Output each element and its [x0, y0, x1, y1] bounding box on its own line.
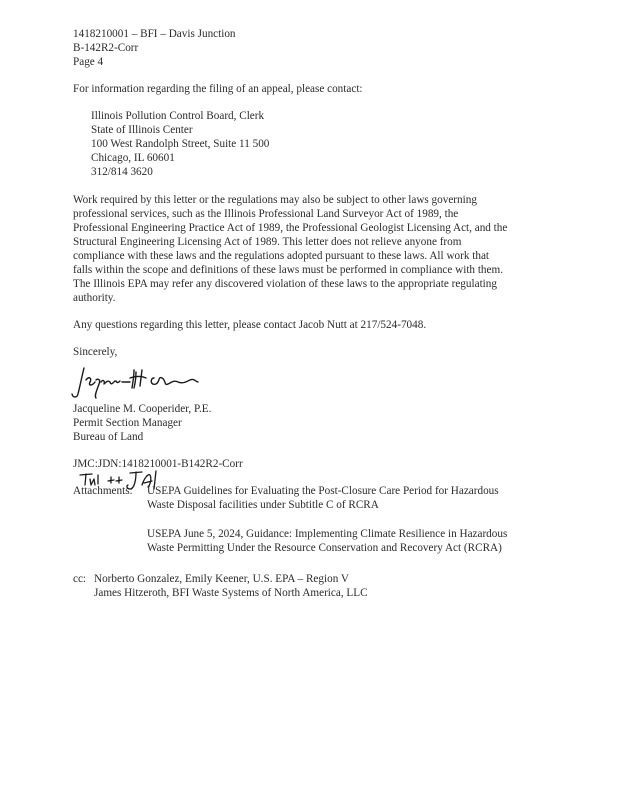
handwritten-signature: [70, 364, 230, 402]
cc-recipient-line-2: James Hitzeroth, BFI Waste Systems of North America, LLC: [94, 587, 368, 599]
signer-name: Jacqueline M. Cooperider, P.E.: [73, 403, 212, 415]
header-site-id: 1418210001 – BFI – Davis Junction: [73, 28, 236, 40]
attachments-label: Attachments:: [73, 485, 133, 497]
work-paragraph-line: Structural Engineering Licensing Act of 1989. This letter does not relieve anyone from: [73, 236, 462, 248]
reference-initials: JMC:JDN:1418210001-B142R2-Corr: [73, 458, 243, 470]
header-document-id: B-142R2-Corr: [73, 42, 139, 54]
contact-phone: 312/814 3620: [91, 166, 153, 178]
attachment-item-2-line-1: USEPA June 5, 2024, Guidance: Implementing Climate Resilience in Hazardous: [147, 528, 508, 540]
appeal-intro: For information regarding the filing of an appeal, please contact:: [73, 83, 363, 95]
attachment-item-1-line-2: Waste Disposal facilities under Subtitle C of RCRA: [147, 499, 379, 511]
signer-bureau: Bureau of Land: [73, 431, 144, 443]
work-paragraph: [73, 193, 553, 305]
cc-recipients: [94, 572, 368, 600]
contact-building: State of Illinois Center: [91, 124, 193, 136]
attachment-item-1: [147, 484, 499, 512]
questions-line: Any questions regarding this letter, please contact Jacob Nutt at 217/524-7048.: [73, 319, 427, 331]
work-paragraph-line: The Illinois EPA may refer any discovered violation of these laws to the appropriate regulating: [73, 278, 497, 290]
contact-name: Illinois Pollution Control Board, Clerk: [91, 110, 265, 122]
work-paragraph-line: professional services, such as the Illinois Professional Land Surveyor Act of 1989, the: [73, 208, 459, 220]
header-page-number: Page 4: [73, 56, 104, 68]
closing: Sincerely,: [73, 346, 118, 358]
contact-street: 100 West Randolph Street, Suite 11 500: [91, 138, 270, 150]
cc-recipient-line-1: Norberto Gonzalez, Emily Keener, U.S. EPA – Region V: [94, 573, 349, 585]
work-paragraph-line: authority.: [73, 292, 116, 304]
work-paragraph-line: falls within the scope and definitions of these laws must be performed in compliance with them.: [73, 264, 503, 276]
work-paragraph-line: Work required by this letter or the regulations may also be subject to other laws governing: [73, 194, 477, 206]
contact-city: Chicago, IL 60601: [91, 152, 175, 164]
work-paragraph-line: Professional Engineering Practice Act of 1989, the Professional Geologist Licensing Act, and the: [73, 222, 508, 234]
attachment-item-1-line-1: USEPA Guidelines for Evaluating the Post-Closure Care Period for Hazardous: [147, 485, 499, 497]
cc-label: cc:: [73, 573, 87, 585]
work-paragraph-line: compliance with these laws and the regulations adopted pursuant to these laws. All work that: [73, 250, 490, 262]
attachment-item-2-line-2: Waste Permitting Under the Resource Conservation and Recovery Act (RCRA): [147, 542, 502, 554]
attachment-item-2: [147, 527, 507, 555]
signer-title: Permit Section Manager: [73, 417, 182, 429]
